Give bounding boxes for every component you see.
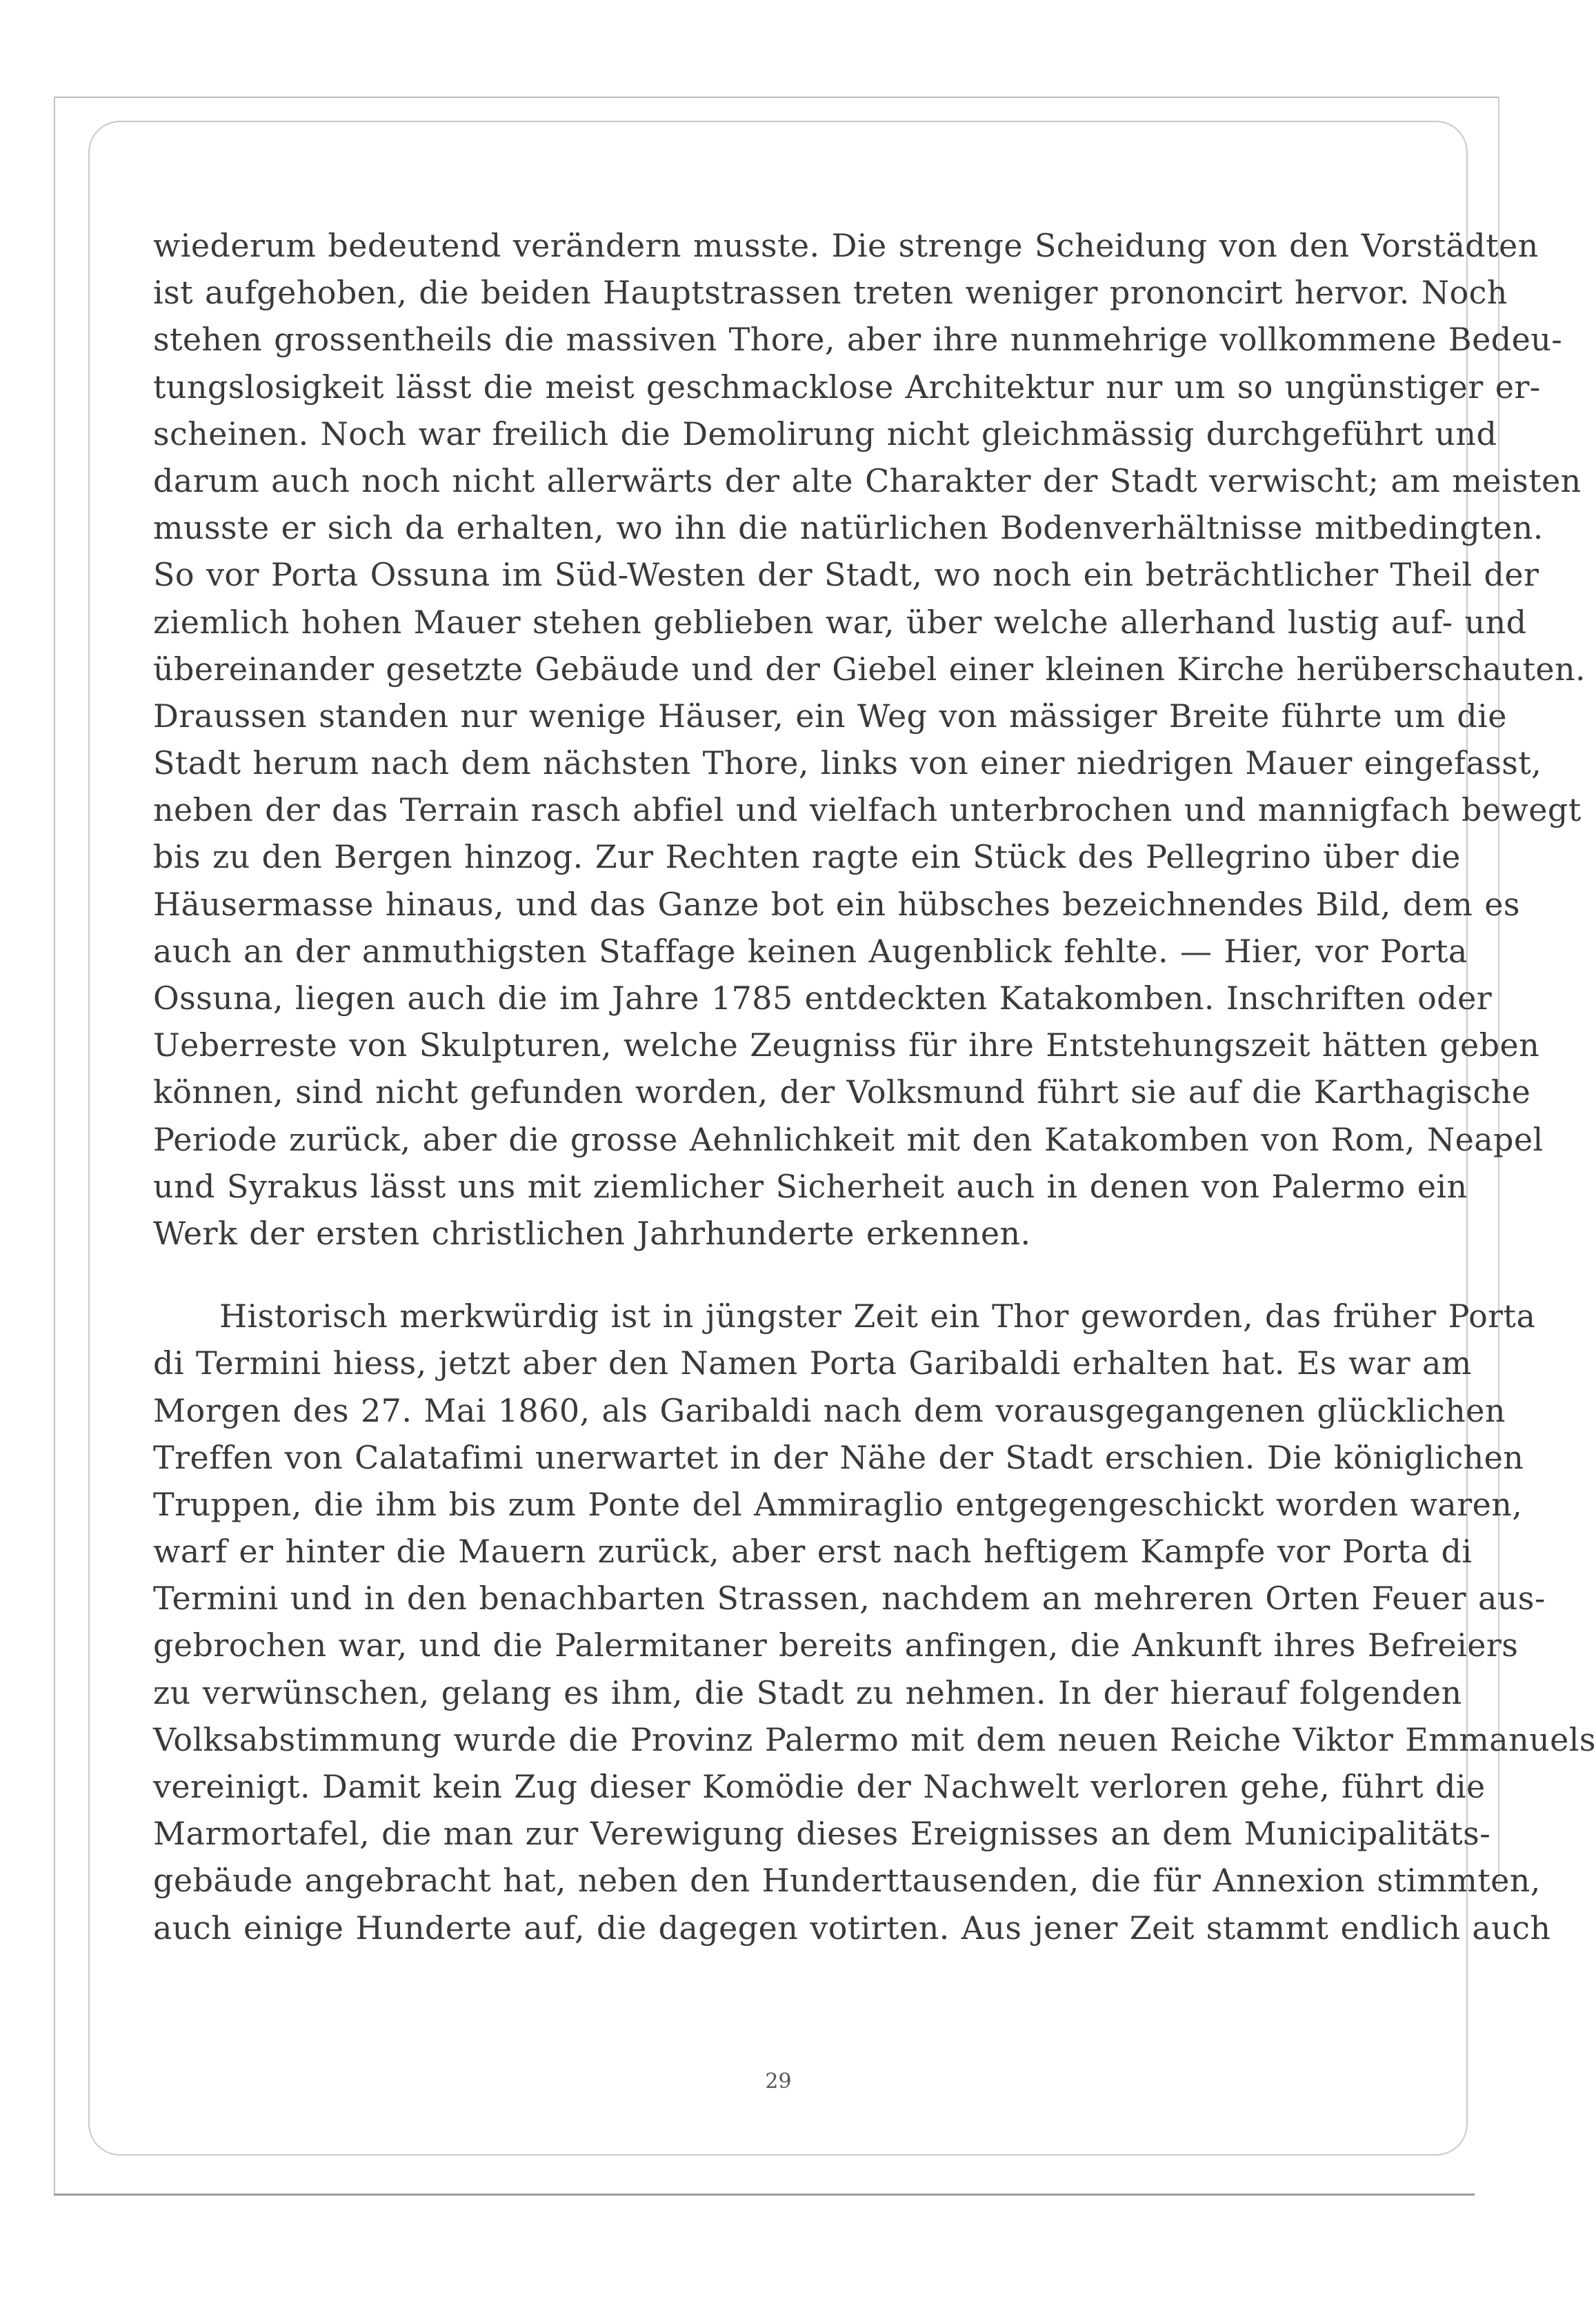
text-line: Treffen von Calatafimi unerwartet in der Nähe der Stadt erschien. Die königlichen bbox=[153, 1438, 1524, 1476]
text-line: neben der das Terrain rasch abfiel und vielfach unterbrochen und mannigfach bewegt bbox=[153, 791, 1582, 829]
text-line: ist aufgehoben, die beiden Hauptstrassen treten weniger prononcirt hervor. Noch bbox=[153, 274, 1508, 312]
text-line: bis zu den Bergen hinzog. Zur Rechten ragte ein Stück des Pellegrino über die bbox=[153, 838, 1461, 876]
text-line: Termini und in den benachbarten Strassen, nachdem an mehreren Orten Feuer aus- bbox=[153, 1580, 1546, 1618]
text-line: Truppen, die ihm bis zum Ponte del Ammiraglio entgegengeschickt worden waren, bbox=[153, 1485, 1523, 1523]
text-line: Häusermasse hinaus, und das Ganze bot ein hübsches bezeichnendes Bild, dem es bbox=[153, 885, 1520, 923]
outer-frame-left-line bbox=[54, 97, 55, 2194]
text-line: und Syrakus lässt uns mit ziemlicher Sicherheit auch in denen von Palermo ein bbox=[153, 1167, 1468, 1205]
text-line: wiederum bedeutend verändern musste. Die strenge Scheidung von den Vorstädten bbox=[153, 227, 1539, 264]
outer-frame-top-line bbox=[54, 97, 1498, 98]
text-line: gebrochen war, und die Palermitaner bereits anfingen, die Ankunft ihres Befreiers bbox=[153, 1627, 1519, 1664]
text-line: tungslosigkeit lässt die meist geschmacklose Architektur nur um so ungünstiger er- bbox=[153, 368, 1541, 406]
text-line: zu verwünschen, gelang es ihm, die Stadt zu nehmen. In der hierauf folgenden bbox=[153, 1673, 1462, 1711]
text-line: können, sind nicht gefunden worden, der Volksmund führt sie auf die Karthagische bbox=[153, 1073, 1531, 1111]
paragraph-2 bbox=[153, 1293, 1596, 1951]
body-text bbox=[153, 222, 1596, 1951]
text-line: Marmortafel, die man zur Verewigung dieses Ereignisses an dem Municipalitäts- bbox=[153, 1815, 1491, 1853]
text-line: gebäude angebracht hat, neben den Hunderttausenden, die für Annexion stimmten, bbox=[153, 1862, 1541, 1900]
text-line: Ossuna, liegen auch die im Jahre 1785 entdeckten Katakomben. Inschriften oder bbox=[153, 980, 1493, 1017]
text-line: Draussen standen nur wenige Häuser, ein Weg von mässiger Breite führte um die bbox=[153, 697, 1507, 735]
text-line: Werk der ersten christlichen Jahrhunderte erkennen. bbox=[153, 1214, 1031, 1252]
page-number: 29 bbox=[765, 2069, 792, 2094]
text-line: Historisch merkwürdig ist in jüngster Zeit ein Thor geworden, das früher Porta bbox=[219, 1297, 1536, 1335]
text-line: darum auch noch nicht allerwärts der alte Charakter der Stadt verwischt; am meisten bbox=[153, 461, 1582, 499]
text-line: Morgen des 27. Mai 1860, als Garibaldi nach dem vorausgegangenen glücklichen bbox=[153, 1391, 1506, 1429]
text-line: Stadt herum nach dem nächsten Thore, links von einer niedrigen Mauer eingefasst, bbox=[153, 744, 1542, 782]
text-line: vereinigt. Damit kein Zug dieser Komödie der Nachwelt verloren gehe, führt die bbox=[153, 1768, 1486, 1805]
text-line: auch einige Hunderte auf, die dagegen votirten. Aus jener Zeit stammt endlich auch bbox=[153, 1909, 1551, 1947]
text-line: Periode zurück, aber die grosse Aehnlichkeit mit den Katakomben von Rom, Neapel bbox=[153, 1120, 1544, 1158]
text-line: Ueberreste von Skulpturen, welche Zeugniss für ihre Entstehungszeit hätten geben bbox=[153, 1026, 1540, 1064]
text-line: auch an der anmuthigsten Staffage keinen Augenblick fehlte. — Hier, vor Porta bbox=[153, 932, 1468, 970]
text-line: stehen grossentheils die massiven Thore, aber ihre nunmehrige vollkommene Bedeu- bbox=[153, 321, 1563, 359]
text-line: musste er sich da erhalten, wo ihn die natürlichen Bodenverhältnisse mitbedingten. bbox=[153, 509, 1544, 547]
outer-frame-bottom-line bbox=[54, 2194, 1475, 2196]
paragraph-spacer bbox=[153, 1257, 1403, 1293]
text-line: Volksabstimmung wurde die Provinz Palermo mit dem neuen Reiche Viktor Emmanuels bbox=[153, 1720, 1596, 1758]
text-line: übereinander gesetzte Gebäude und der Giebel einer kleinen Kirche herüberschauten. bbox=[153, 650, 1586, 688]
text-line: scheinen. Noch war freilich die Demolirung nicht gleichmässig durchgeführt und bbox=[153, 415, 1497, 453]
text-line: So vor Porta Ossuna im Süd-Westen der Stadt, wo noch ein beträchtlicher Theil der bbox=[153, 556, 1539, 594]
outer-frame-right-line bbox=[1498, 97, 1499, 1890]
text-line: ziemlich hohen Mauer stehen geblieben war, über welche allerhand lustig auf- und bbox=[153, 603, 1527, 641]
text-line: warf er hinter die Mauern zurück, aber erst nach heftigem Kampfe vor Porta di bbox=[153, 1533, 1473, 1571]
paragraph-1 bbox=[153, 222, 1586, 1257]
text-line: di Termini hiess, jetzt aber den Namen Porta Garibaldi erhalten hat. Es war am bbox=[153, 1344, 1472, 1382]
